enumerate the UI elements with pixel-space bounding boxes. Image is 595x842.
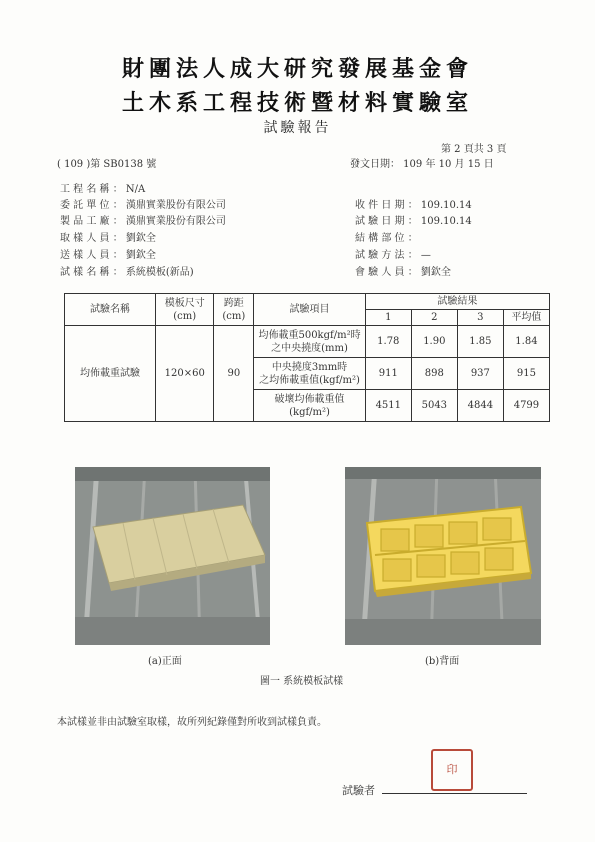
item-cell: 破壞均佈載重值 (kgf/m²) — [254, 390, 366, 422]
value-cell: 4844 — [457, 390, 503, 422]
header-span: 跨距 (cm) — [214, 294, 254, 326]
header-item: 試驗項目 — [254, 294, 366, 326]
header-test-name: 試驗名稱 — [65, 294, 156, 326]
header-results: 試驗結果 — [365, 294, 549, 310]
back-caption: (b)背面 — [425, 656, 460, 667]
official-seal — [431, 749, 473, 791]
org-title: 財團法人成大研究發展基金會 — [121, 56, 473, 82]
footer-note: 本試樣並非由試驗室取樣，故所列紀錄僅對所收到試樣負責。 — [57, 717, 327, 728]
value-cell: 937 — [457, 358, 503, 390]
item-cell: 中央撓度3mm時 之均佈載重值(kgf/m²) — [254, 358, 366, 390]
signature-line — [382, 793, 527, 794]
header-col3: 3 — [457, 310, 503, 326]
photo-back — [345, 467, 541, 645]
header-col2: 2 — [411, 310, 457, 326]
project-name: 工 程 名 稱 ： N/A — [60, 184, 146, 195]
value-cell: 4511 — [365, 390, 411, 422]
avg-cell: 915 — [503, 358, 549, 390]
header-size: 模板尺寸 (cm) — [156, 294, 214, 326]
seal-text: 印 — [446, 763, 458, 776]
table-row — [65, 326, 550, 358]
avg-cell: 4799 — [503, 390, 549, 422]
received-date: 收 件 日 期 ： 109.10.14 — [355, 200, 472, 211]
value-cell: 1.90 — [411, 326, 457, 358]
report-title: 試驗報告 — [263, 120, 332, 136]
test-method: 試 驗 方 法 ： — — [355, 250, 431, 261]
manufacturer: 製 品 工 廠 ： 漢鼎實業股份有限公司 — [60, 216, 226, 227]
results-table — [64, 293, 550, 422]
size-cell: 120×60 — [156, 326, 214, 422]
sampler: 取 樣 人 員 ： 劉欽全 — [60, 233, 156, 244]
header-avg: 平均值 — [503, 310, 549, 326]
value-cell: 911 — [365, 358, 411, 390]
value-cell: 1.85 — [457, 326, 503, 358]
item-cell: 均佈載重500kgf/m²時 之中央撓度(mm) — [254, 326, 366, 358]
value-cell: 1.78 — [365, 326, 411, 358]
tester-label: 試驗者 — [342, 784, 375, 797]
header-col1: 1 — [365, 310, 411, 326]
lab-title: 土木系工程技術暨材料實驗室 — [121, 90, 473, 116]
photo-front — [75, 467, 270, 645]
test-date: 試 驗 日 期 ： 109.10.14 — [355, 216, 472, 227]
structure-part: 結 構 部 位 ： — [355, 233, 418, 244]
page-info: 第 2 頁共 3 頁 — [441, 144, 507, 155]
figure-caption: 圖一 系統模板試樣 — [260, 676, 344, 687]
back-panel-image — [345, 467, 541, 645]
client: 委 託 單 位 ： 漢鼎實業股份有限公司 — [60, 200, 226, 211]
avg-cell: 1.84 — [503, 326, 549, 358]
report-number: ( 109 )第 SB0138 號 — [57, 159, 157, 170]
sender: 送 樣 人 員 ： 劉欽全 — [60, 250, 156, 261]
witness: 會 驗 人 員 ： 劉欽全 — [355, 267, 451, 278]
test-name-cell: 均佈載重試驗 — [65, 326, 156, 422]
span-cell: 90 — [214, 326, 254, 422]
front-caption: (a)正面 — [148, 656, 182, 667]
value-cell: 898 — [411, 358, 457, 390]
issue-date: 發文日期： 109 年 10 月 15 日 — [350, 159, 494, 170]
specimen-name: 試 樣 名 稱 ： 系統模板(新品) — [60, 267, 194, 278]
value-cell: 5043 — [411, 390, 457, 422]
front-panel-image — [75, 467, 270, 645]
